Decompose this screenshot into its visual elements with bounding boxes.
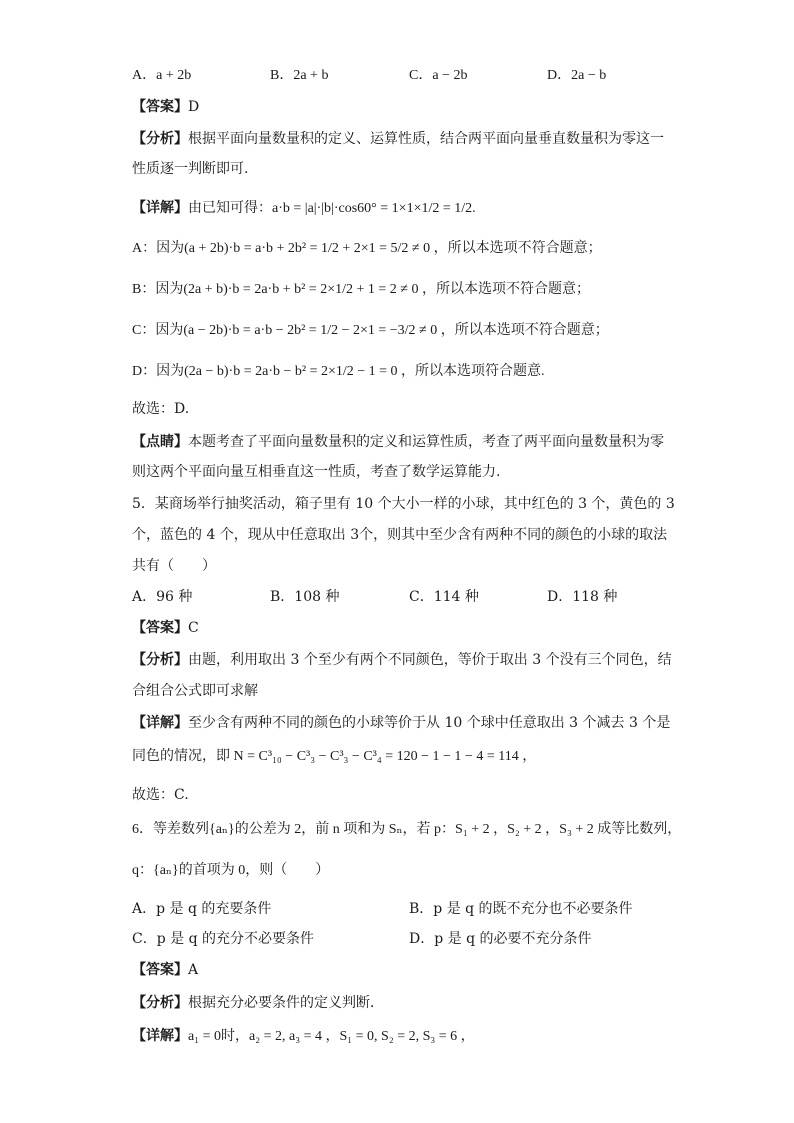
q4-line-c: C：因为(a − 2b)·b = a·b − 2b² = 1/2 − 2×1 = −3/2 ≠ 0 ，所以本选项不符合题意； — [132, 323, 609, 338]
q4-option-c: C．a − 2b — [409, 68, 468, 83]
q5-stem-line1: 5．某商场举行抽奖活动，箱子里有 10 个大小一样的小球，其中红色的 3 个，黄色的 3 — [132, 496, 675, 512]
answer-tag: 【答案】 — [132, 620, 188, 636]
detail-text: a₁ = 0时，a₂ = 2, a₃ = 4 ，S₁ = 0, S₂ = 2, S₃ = 6 ， — [188, 1029, 475, 1044]
detail-text: 由已知可得：a·b = |a|·|b|·cos60° = 1×1×1/2 = 1/2. — [188, 201, 476, 216]
q4-option-d: D．2a − b — [547, 68, 607, 83]
q6-options-row2 — [132, 929, 692, 949]
analysis-tag: 【分析】 — [132, 652, 188, 668]
q6-stem-line2: q：{aₙ}的首项为 0，则（ ） — [132, 863, 330, 878]
analysis-text: 根据平面向量数量积的定义、运算性质，结合两平面向量垂直数量积为零这一 — [188, 131, 664, 147]
q4-option-a: A．a + 2b — [132, 68, 192, 83]
q6-detail — [132, 1027, 475, 1047]
q4-analysis-cont: 性质逐一判断即可. — [132, 161, 249, 177]
analysis-tag: 【分析】 — [132, 131, 188, 147]
answer-tag: 【答案】 — [132, 962, 188, 978]
detail-tag: 【详解】 — [132, 715, 188, 731]
q4-line-d: D：因为(2a − b)·b = 2a·b − b² = 2×1/2 − 1 = 0 ，所以本选项符合题意. — [132, 364, 545, 379]
q6-option-c: C．p 是 q 的充分不必要条件 — [132, 931, 314, 947]
answer-value: A — [188, 962, 199, 978]
analysis-text: 根据充分必要条件的定义判断． — [188, 995, 384, 1011]
q6-answer — [132, 960, 198, 980]
detail-tag: 【详解】 — [132, 201, 188, 216]
q6-analysis — [132, 993, 384, 1013]
q6-option-d: D．p 是 q 的必要不充分条件 — [409, 931, 592, 947]
q6-option-a: A．p 是 q 的充要条件 — [132, 901, 272, 917]
q6-stem-line1: 6．等差数列{aₙ}的公差为 2，前 n 项和为 Sₙ，若 p：S₁ + 2 ，S₂ + 2 ，S₃ + 2 成等比数列， — [132, 822, 682, 837]
comment-text: 本题考查了平面向量数量积的定义和运算性质，考查了两平面向量数量积为零 — [188, 434, 664, 450]
q4-answer — [132, 97, 199, 117]
q6-option-b: B．p 是 q 的既不充分也不必要条件 — [409, 901, 633, 917]
q5-analysis — [132, 650, 672, 670]
detail-tag: 【详解】 — [132, 1029, 188, 1044]
q4-conclusion: 故选：D. — [132, 401, 190, 417]
analysis-tag: 【分析】 — [132, 995, 188, 1011]
q5-conclusion: 故选：C. — [132, 787, 189, 803]
q4-detail — [132, 199, 476, 219]
comment-tag: 【点睛】 — [132, 434, 188, 450]
answer-tag: 【答案】 — [132, 99, 188, 115]
q5-options — [132, 587, 692, 607]
analysis-text: 由题，利用取出 3 个至少有两个不同颜色，等价于取出 3 个没有三个同色，结 — [188, 652, 672, 668]
answer-value: C — [188, 620, 199, 636]
q5-option-b: B．108 种 — [270, 589, 340, 605]
q6-options-row1 — [132, 899, 692, 919]
q4-analysis — [132, 129, 664, 149]
q5-stem-line2: 个，蓝色的 4 个，现从中任意取出 3个，则其中至少含有两种不同的颜色的小球的取法 — [132, 527, 668, 543]
q4-comment-cont: 则这两个平面向量互相垂直这一性质，考查了数学运算能力. — [132, 464, 501, 480]
q5-option-a: A．96 种 — [132, 589, 193, 605]
q4-options — [132, 66, 692, 86]
detail-text: 至少含有两种不同的颜色的小球等价于从 10 个球中任意取出 3 个减去 3 个是 — [188, 715, 671, 731]
q4-line-b: B：因为(2a + b)·b = 2a·b + b² = 2×1/2 + 1 = 2 ≠ 0 ，所以本选项不符合题意； — [132, 282, 590, 297]
answer-value: D — [188, 99, 200, 115]
q5-stem-line3: 共有（ ） — [132, 558, 216, 574]
q5-answer — [132, 618, 199, 638]
q4-option-b: B．2a + b — [270, 68, 329, 83]
q5-option-c: C．114 种 — [409, 589, 479, 605]
q4-comment — [132, 432, 664, 452]
q5-option-d: D．118 种 — [547, 589, 618, 605]
q5-detail — [132, 713, 670, 733]
q5-analysis-cont: 合组合公式即可求解 — [132, 683, 258, 699]
q4-line-a: A：因为(a + 2b)·b = a·b + 2b² = 1/2 + 2×1 = 5/2 ≠ 0 ，所以本选项不符合题意； — [132, 241, 602, 256]
q5-detail-formula: 同色的情况，即 N = C³₁₀ − C³₃ − C³₃ − C³₄ = 120 − 1 − 1 − 4 = 114 ， — [132, 749, 537, 764]
